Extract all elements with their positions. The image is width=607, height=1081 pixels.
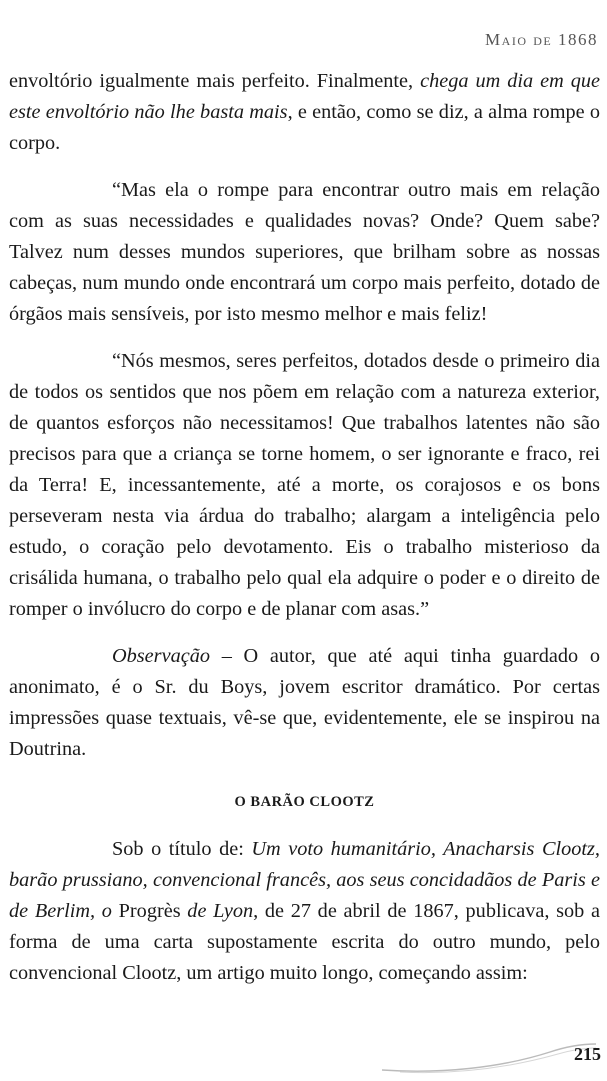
paragraph-continuation [9,66,600,159]
italic-run: Um voto humanitário, Anacharsis Clootz, barão prussiano, convencional francês, aos seus concidadãos de Paris e de Berlim, o [9,838,600,922]
text-run: envoltório igualmente mais perfeito. Finalmente, [9,70,421,92]
text-run: , de 27 de abril de 1867, publicava, sob a forma de uma carta supostamente escrita do outro mundo, pelo convencional Clootz, um artigo muito longo, começando assim: [9,900,601,984]
running-head: Maio de 1868 [485,30,598,49]
text-run: – O autor, que até aqui tinha guardado o anonimato, é o Sr. du Boys, jovem escritor dramático. Por certas impressões quase textuais, vê-se que, evidentemente, ele se inspirou na Doutrina. [9,645,600,760]
text-run: Progrès [118,900,181,922]
italic-run: de Lyon [180,900,254,922]
italic-run: chega um dia em que este envoltório não lhe basta mais [9,70,601,123]
text-run: Sob o título de: [112,838,252,860]
body-text [9,66,600,989]
section-title: O BARÃO CLOOTZ [234,794,375,810]
decorative-swoosh-icon [380,1038,600,1078]
page-number: 215 [574,1044,601,1064]
paragraph-quote-2: “Nós mesmos, seres perfeitos, dotados desde o primeiro dia de todos os sentidos que nos põem em relação com a natureza exterior, de quantos esforços não necessitamos! Que trabalhos latentes não são precisos para que a criança se torne homem, o ser ignorante e fraco, rei da Terra! E, incessantemente, até a morte, os corajosos e os bons perseveram nesta via árdua do trabalho; alargam a inteligência pelo estudo, o coração pelo devotamento. Eis o trabalho misterioso da crisálida humana, o trabalho pelo qual ela adquire o poder e o direito de romper o invólucro do corpo e de planar com asas.” [9,350,600,620]
italic-run: Observação [112,645,210,667]
paragraph-quote-1: “Mas ela o rompe para encontrar outro mais em relação com as suas necessidades e qualidades novas? Onde? Quem sabe? Talvez num desses mundos superiores, que brilham sobre as nossas cabeças, num mundo onde encontrará um corpo mais perfeito, dotado de órgãos mais sensíveis, por isto mesmo melhor e mais feliz! [9,179,600,325]
page-footer [0,1030,607,1081]
paragraph-clootz [9,834,600,989]
paragraph-observation [9,641,600,765]
text-run: , e então, como se diz, a alma rompe o corpo. [9,101,600,154]
